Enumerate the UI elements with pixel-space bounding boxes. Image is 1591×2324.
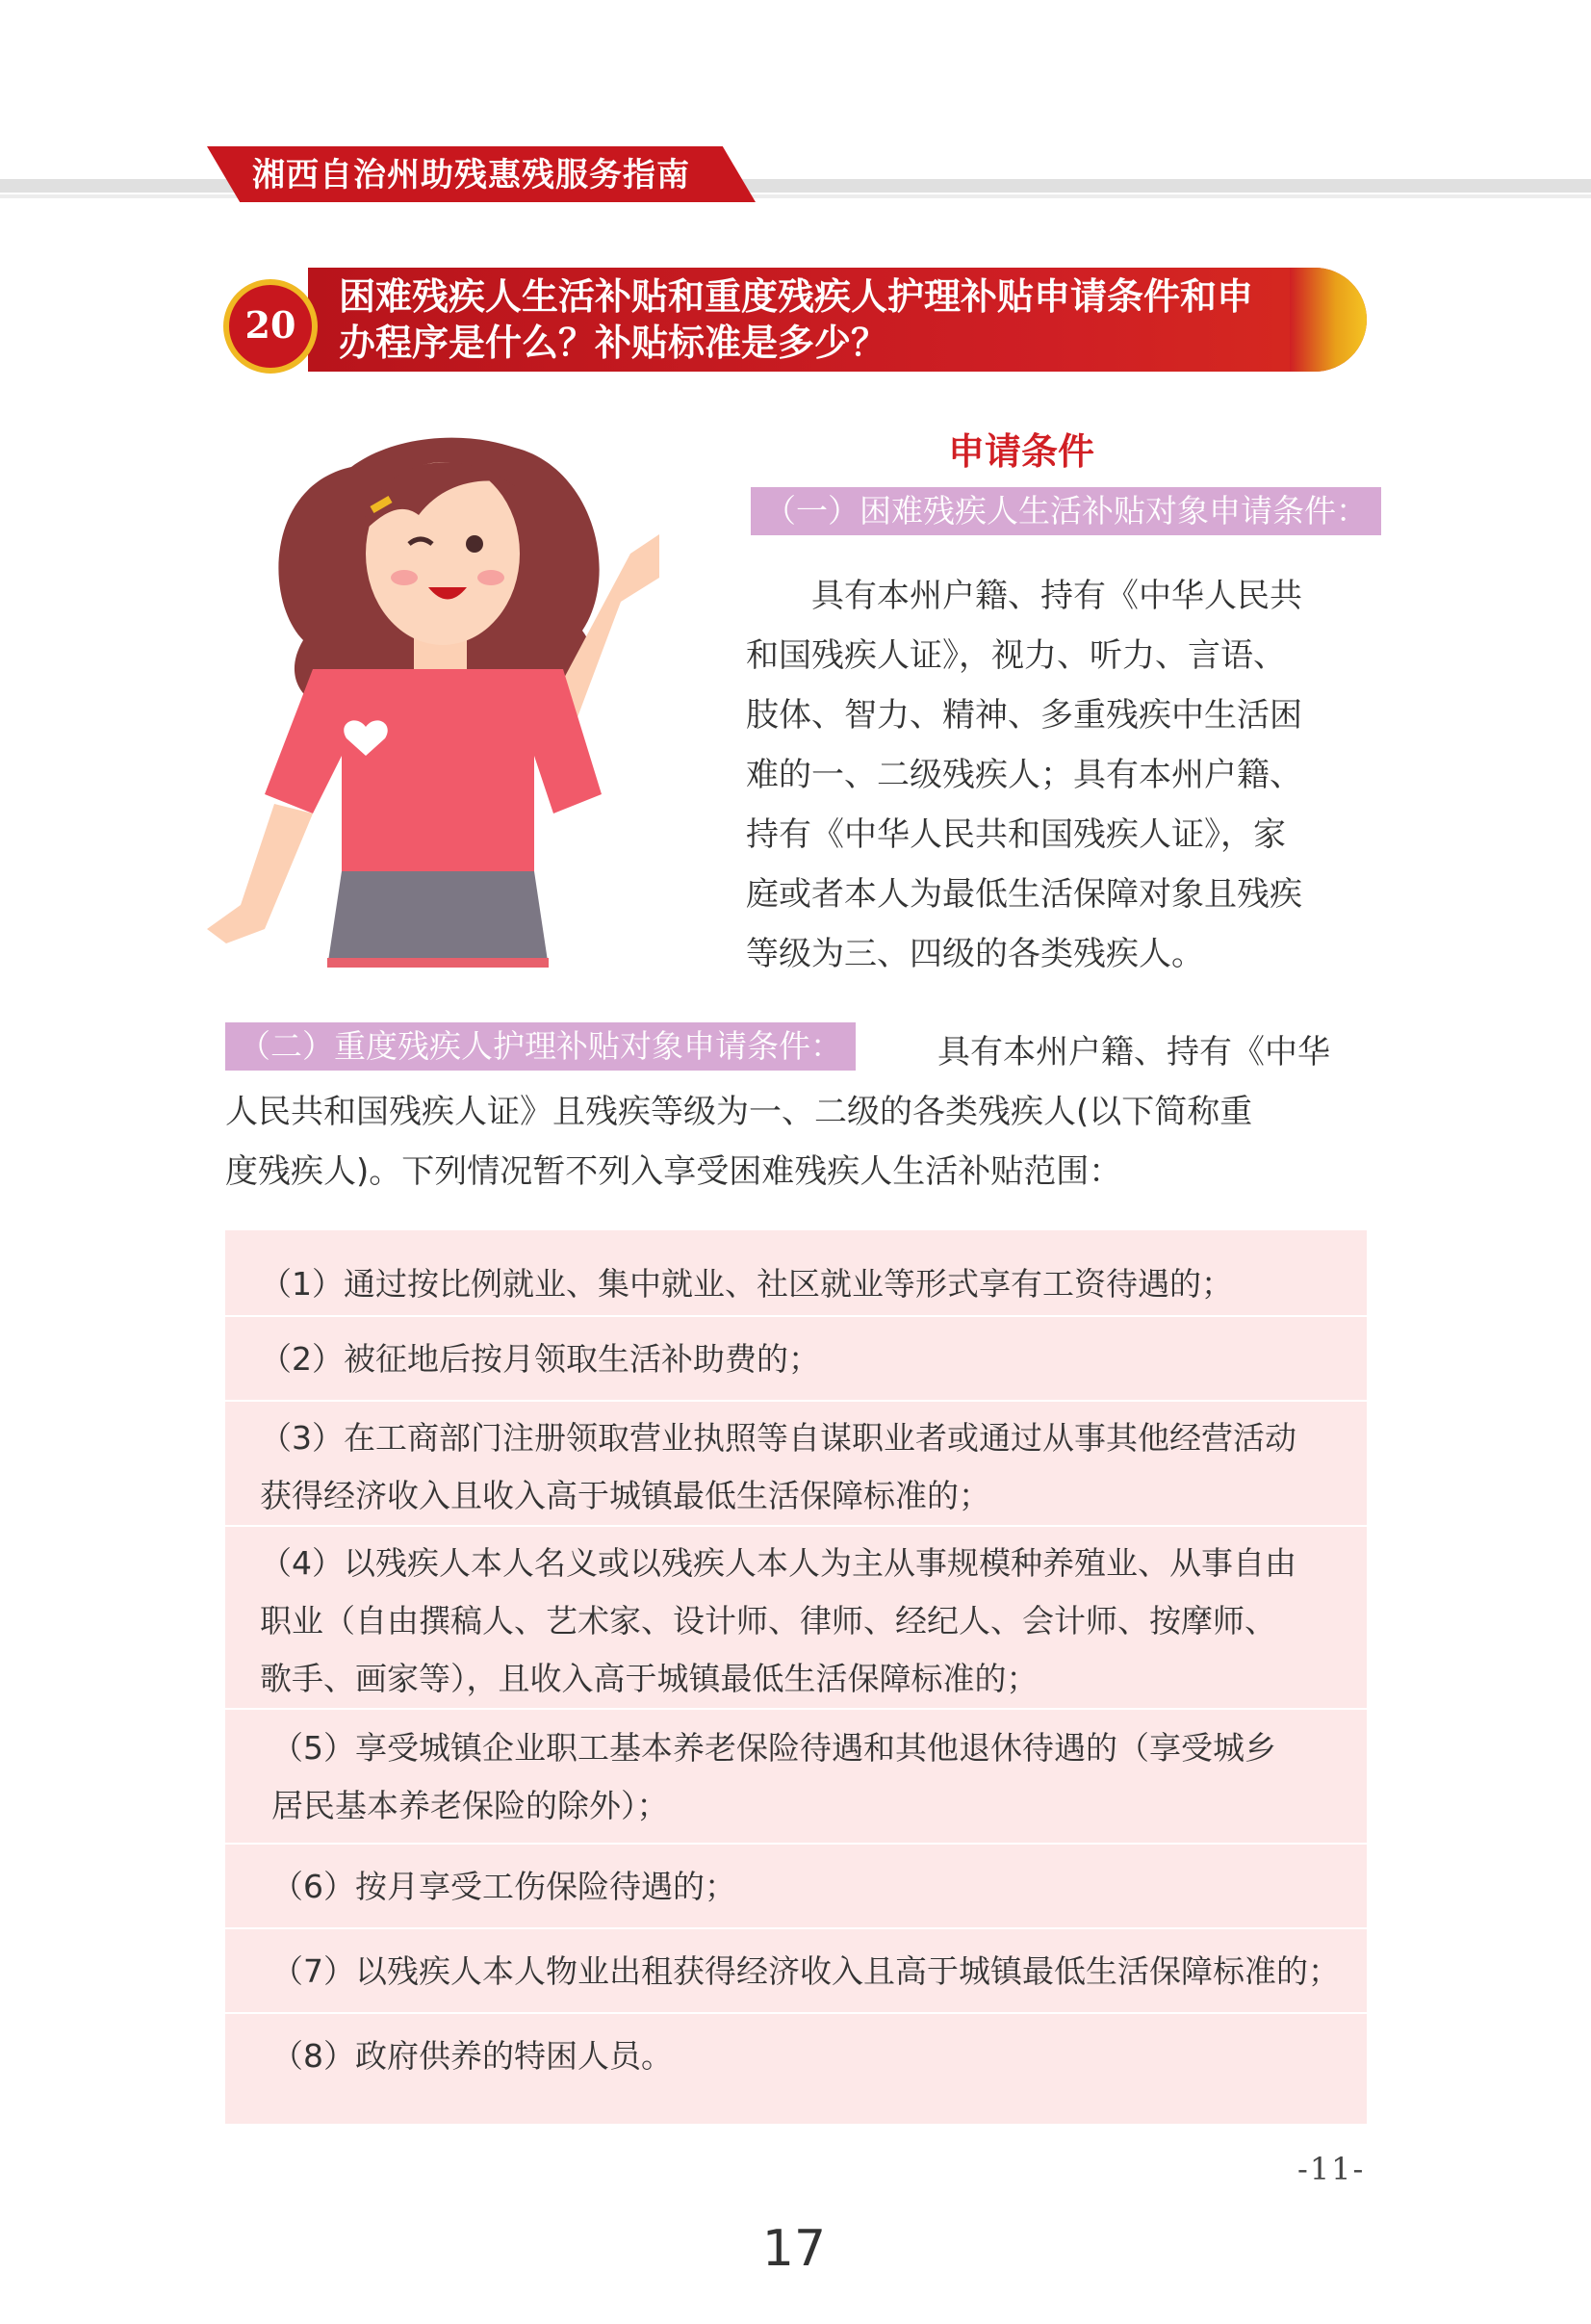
list-item: [225, 1710, 1367, 1845]
list-item-text: 职业（自由撰稿人、艺术家、设计师、律师、经纪人、会计师、按摩师、: [260, 1602, 1276, 1640]
list-item-text: （2）被征地后按月领取生活补助费的；: [260, 1340, 820, 1378]
sub-label-2: （二）重度残疾人护理补贴对象申请条件：: [225, 1022, 856, 1071]
text-line: 肢体、智力、精神、多重残疾中生活困: [746, 696, 1302, 735]
list-item-text: （1）通过按比例就业、集中就业、社区就业等形式享有工资待遇的；: [260, 1265, 1233, 1303]
list-item-text: （6）按月享受工伤保险待遇的；: [271, 1868, 736, 1905]
list-item-text: （7）以残疾人本人物业出租获得经济收入且高于城镇最低生活保障标准的；: [271, 1952, 1340, 1990]
section-title: 申请条件: [948, 430, 1095, 473]
sub-label-1: （一）困难残疾人生活补贴对象申请条件：: [751, 487, 1381, 535]
list-item-text: （5）享受城镇企业职工基本养老保险待遇和其他退休待遇的（享受城乡: [271, 1729, 1276, 1767]
text-line: 庭或者本人为最低生活保障对象且残疾: [746, 875, 1302, 914]
list-item-text: （8）政府供养的特困人员。: [271, 2037, 673, 2075]
list-item: [225, 2014, 1367, 2110]
text-line: 等级为三、四级的各类残疾人。: [746, 935, 1204, 973]
list-item: [225, 1317, 1367, 1402]
text-line: 人民共和国残疾人证》且残疾等级为一、二级的各类残疾人(以下简称重: [225, 1093, 1253, 1131]
text-line: 持有《中华人民共和国残疾人证》，家: [746, 815, 1286, 854]
question-text: [339, 273, 1292, 366]
question-number: 20: [244, 303, 296, 347]
text-line: 度残疾人)。下列情况暂不列入享受困难残疾人生活补贴范围：: [225, 1152, 1122, 1191]
list-item-text: （4）以残疾人本人名义或以残疾人本人为主从事规模种养殖业、从事自由: [260, 1544, 1296, 1582]
list-item: [225, 1929, 1367, 2014]
list-item-text: 居民基本养老保险的除外）；: [271, 1787, 669, 1824]
sub1-paragraph: [746, 566, 1367, 984]
question-banner-cap: [1290, 268, 1367, 372]
inner-page-number: -11-: [1297, 2151, 1366, 2187]
list-item: [225, 1527, 1367, 1710]
list-item: [225, 1242, 1367, 1317]
list-item: [225, 1845, 1367, 1929]
text-line: 具有本州户籍、持有《中华: [937, 1033, 1330, 1072]
list-item: [225, 1402, 1367, 1527]
list-item-text: 歌手、画家等），且收入高于城镇最低生活保障标准的；: [260, 1660, 1039, 1697]
cartoon-woman-illustration: [207, 409, 707, 968]
list-item-text: 获得经济收入且收入高于城镇最低生活保障标准的；: [260, 1477, 990, 1514]
text-line: 难的一、二级残疾人；具有本州户籍、: [746, 756, 1302, 794]
question-line-2: 办程序是什么？补贴标准是多少？: [339, 321, 888, 364]
text-line: 和国残疾人证》，视力、听力、言语、: [746, 636, 1286, 675]
page-number: 17: [761, 2220, 827, 2278]
text-line: 具有本州户籍、持有《中华人民共: [746, 577, 1302, 615]
list-item-text: （3）在工商部门注册领取营业执照等自谋职业者或通过从事其他经营活动: [260, 1419, 1296, 1457]
exclusion-list: [225, 1230, 1367, 2124]
header-title: 湘西自治州助残惠残服务指南: [252, 157, 690, 194]
question-line-1: 困难残疾人生活补贴和重度残疾人护理补贴申请条件和申: [339, 274, 1254, 318]
